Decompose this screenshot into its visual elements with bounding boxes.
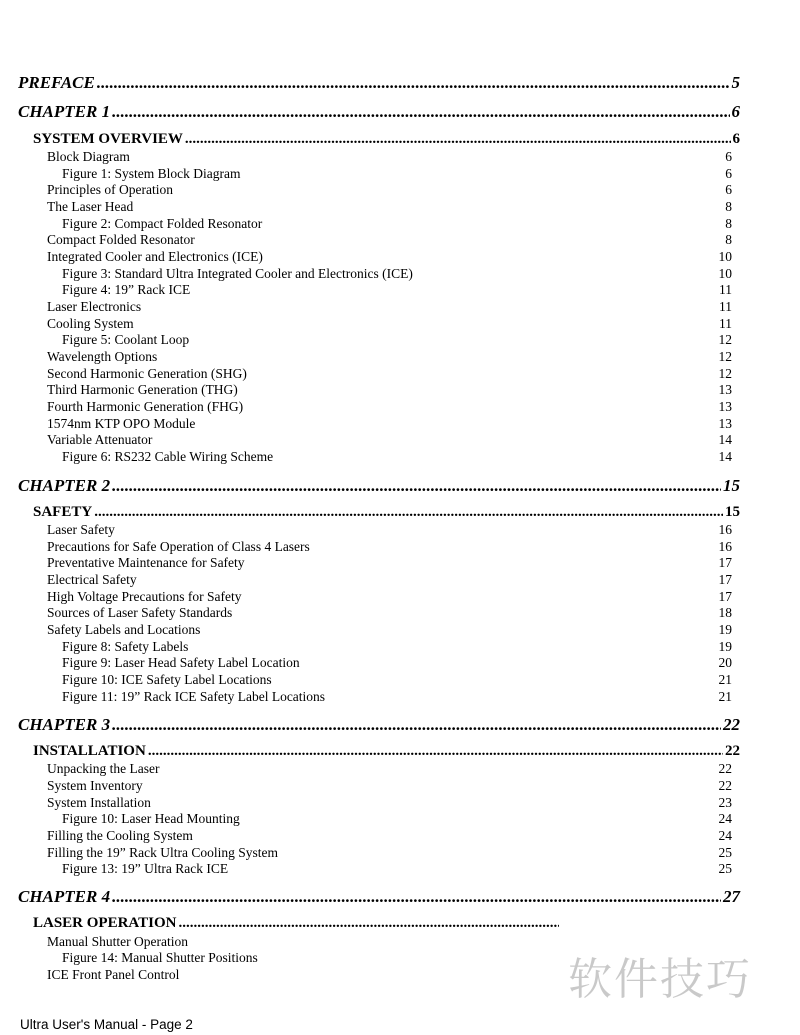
toc-chapter-2[interactable] (18, 476, 740, 496)
toc-title: Figure 3: Standard Ultra Integrated Cooler and Electronics (ICE) (62, 266, 413, 281)
toc-page: 13 (718, 416, 732, 431)
toc-title: 1574nm KTP OPO Module (47, 416, 196, 431)
toc-entry[interactable] (47, 572, 732, 588)
leader-dots (94, 504, 723, 521)
toc-title: Laser Electronics (47, 299, 142, 314)
toc-page: 16 (718, 539, 732, 554)
toc-title: System Inventory (47, 778, 143, 793)
toc-entry[interactable] (47, 199, 732, 215)
toc-page: 11 (719, 316, 732, 331)
toc-chapter-1[interactable] (18, 102, 740, 122)
toc-entry[interactable] (47, 539, 732, 555)
toc-page: 17 (718, 589, 732, 604)
toc-title: INSTALLATION (33, 743, 146, 759)
toc-title: System Installation (47, 795, 151, 810)
toc-section-safety[interactable] (33, 504, 740, 521)
toc-title: Preventative Maintenance for Safety (47, 555, 245, 570)
toc-page: 12 (718, 366, 732, 381)
toc-title: Figure 4: 19” Rack ICE (62, 282, 191, 297)
toc-title: Figure 10: ICE Safety Label Locations (62, 672, 272, 687)
toc-page: 5 (731, 73, 740, 92)
toc-entry-figure[interactable] (62, 166, 732, 182)
toc-title: Sources of Laser Safety Standards (47, 605, 233, 620)
toc-entry-figure[interactable] (62, 639, 732, 655)
toc-page: 10 (718, 266, 732, 281)
watermark: 软件技巧 (568, 954, 752, 1005)
toc-title: Figure 8: Safety Labels (62, 639, 189, 654)
toc-page: 15 (725, 504, 740, 520)
toc-title: Integrated Cooler and Electronics (ICE) (47, 249, 263, 264)
toc-title: CHAPTER 2 (18, 476, 111, 495)
toc-entry-figure[interactable] (62, 861, 732, 877)
toc-title: CHAPTER 1 (18, 102, 111, 121)
toc-entry-figure[interactable] (62, 811, 732, 827)
toc-entry[interactable] (47, 399, 732, 415)
toc-section-installation[interactable] (33, 743, 740, 760)
toc-title: Safety Labels and Locations (47, 622, 201, 637)
toc-entry[interactable] (47, 845, 732, 861)
toc-section-laser-operation[interactable] (33, 915, 561, 932)
toc-page: 13 (718, 382, 732, 397)
page-footer: Ultra User's Manual - Page 2 (20, 1017, 193, 1032)
toc-page: 25 (718, 845, 732, 860)
leader-dots (112, 476, 721, 496)
toc-section-system-overview[interactable] (33, 131, 740, 148)
toc-title: CHAPTER 3 (18, 715, 111, 734)
toc-title: Third Harmonic Generation (THG) (47, 382, 238, 397)
toc-title: Block Diagram (47, 149, 130, 164)
toc-title: High Voltage Precautions for Safety (47, 589, 242, 604)
toc-entry-figure[interactable] (62, 332, 732, 348)
toc-entry-figure[interactable] (62, 216, 732, 232)
toc-entry[interactable] (47, 366, 732, 382)
toc-title: CHAPTER 4 (18, 887, 111, 906)
toc-page: 23 (718, 795, 732, 810)
toc-title: Figure 6: RS232 Cable Wiring Scheme (62, 449, 274, 464)
leader-dots (112, 887, 721, 907)
toc-page: 16 (718, 522, 732, 537)
toc-title: Electrical Safety (47, 572, 137, 587)
toc-page: 24 (718, 828, 732, 843)
toc-title: Filling the Cooling System (47, 828, 193, 843)
toc-title: Principles of Operation (47, 182, 173, 197)
toc-entry-figure[interactable] (62, 449, 732, 465)
toc-title: LASER OPERATION (33, 915, 177, 931)
toc-title: Figure 2: Compact Folded Resonator (62, 216, 263, 231)
toc-title: Figure 11: 19” Rack ICE Safety Label Locations (62, 689, 326, 704)
toc-title: Figure 9: Laser Head Safety Label Location (62, 655, 300, 670)
toc-entry[interactable] (47, 432, 732, 448)
toc-title: Unpacking the Laser (47, 761, 160, 776)
toc-title: PREFACE (18, 73, 95, 92)
toc-page: 11 (719, 299, 732, 314)
toc-entry[interactable] (47, 299, 732, 315)
leader-dots (112, 102, 729, 122)
toc-page: 15 (723, 476, 740, 495)
toc-page: 13 (718, 399, 732, 414)
toc-page: 22 (723, 715, 740, 734)
toc-page: 14 (718, 449, 732, 464)
toc-page: 17 (718, 555, 732, 570)
leader-dots (97, 73, 730, 93)
toc-entry[interactable] (47, 778, 732, 794)
toc-title: ICE Front Panel Control (47, 967, 180, 982)
toc-page: 14 (718, 432, 732, 447)
toc-entry[interactable] (47, 589, 732, 605)
toc-entry[interactable] (47, 182, 732, 198)
toc-title: Second Harmonic Generation (SHG) (47, 366, 247, 381)
toc-page: 6 (725, 149, 732, 164)
toc-page: 20 (718, 655, 732, 670)
leader-dots (148, 743, 723, 760)
toc-page: 18 (718, 605, 732, 620)
toc-title: SAFETY (33, 504, 93, 520)
toc-chapter-4[interactable] (18, 887, 740, 907)
toc-chapter-3[interactable] (18, 715, 740, 735)
toc-page: 21 (718, 672, 732, 687)
toc-page: 12 (718, 349, 732, 364)
toc-page: 19 (718, 622, 732, 637)
toc-entry-figure[interactable] (62, 282, 732, 298)
leader-dots (112, 715, 721, 735)
toc-entry[interactable] (47, 605, 732, 621)
toc-title: Figure 14: Manual Shutter Positions (62, 950, 258, 965)
toc-title: Wavelength Options (47, 349, 158, 364)
toc-entry[interactable] (47, 149, 732, 165)
toc-title: SYSTEM OVERVIEW (33, 131, 183, 147)
toc-entry[interactable] (47, 555, 732, 571)
toc-page: 27 (723, 887, 740, 906)
toc-title: Variable Attenuator (47, 432, 153, 447)
toc-entry-figure[interactable] (62, 689, 732, 705)
toc-page: 22 (718, 778, 732, 793)
toc-page: 22 (718, 761, 732, 776)
toc-page: 17 (718, 572, 732, 587)
toc-entry-figure[interactable] (62, 655, 732, 671)
toc-page: 12 (718, 332, 732, 347)
leader-dots (179, 915, 560, 932)
toc-title: Precautions for Safe Operation of Class 4 Lasers (47, 539, 310, 554)
toc-title: The Laser Head (47, 199, 134, 214)
toc-entry[interactable] (47, 382, 732, 398)
toc-entry[interactable] (47, 316, 732, 332)
toc-entry[interactable] (47, 761, 732, 777)
toc-title: Figure 10: Laser Head Mounting (62, 811, 240, 826)
toc-entry[interactable] (47, 828, 732, 844)
toc-title: Figure 5: Coolant Loop (62, 332, 190, 347)
toc-preface[interactable] (18, 73, 740, 93)
leader-dots (185, 131, 731, 148)
toc-entry[interactable] (47, 522, 732, 538)
toc-entry[interactable] (47, 349, 732, 365)
toc-page: 11 (719, 282, 732, 297)
toc-entry[interactable] (47, 416, 732, 432)
toc-title: Compact Folded Resonator (47, 232, 195, 247)
toc-page: 6 (731, 102, 740, 121)
toc-page: 8 (725, 232, 732, 247)
toc-title: Cooling System (47, 316, 134, 331)
toc-entry[interactable] (47, 249, 732, 265)
toc-title: Fourth Harmonic Generation (FHG) (47, 399, 244, 414)
toc-page: 22 (725, 743, 740, 759)
toc-title: Figure 13: 19” Ultra Rack ICE (62, 861, 229, 876)
toc-title: Laser Safety (47, 522, 115, 537)
toc-page: 25 (718, 861, 732, 876)
toc-page: 24 (718, 811, 732, 826)
toc-page: 8 (725, 199, 732, 214)
toc-entry-figure[interactable] (62, 266, 732, 282)
toc-entry-figure[interactable] (62, 672, 732, 688)
toc-entry[interactable] (47, 232, 732, 248)
toc-page: 10 (718, 249, 732, 264)
toc-page: 6 (725, 166, 732, 181)
toc-page: 6 (732, 131, 740, 147)
toc-page: 6 (725, 182, 732, 197)
toc-title: Manual Shutter Operation (47, 934, 188, 949)
toc-entry[interactable] (47, 622, 732, 638)
toc-page: 19 (718, 639, 732, 654)
toc-page: 21 (718, 689, 732, 704)
toc-entry[interactable] (47, 795, 732, 811)
toc-title: Figure 1: System Block Diagram (62, 166, 241, 181)
toc-title: Filling the 19” Rack Ultra Cooling System (47, 845, 278, 860)
toc-page: 8 (725, 216, 732, 231)
